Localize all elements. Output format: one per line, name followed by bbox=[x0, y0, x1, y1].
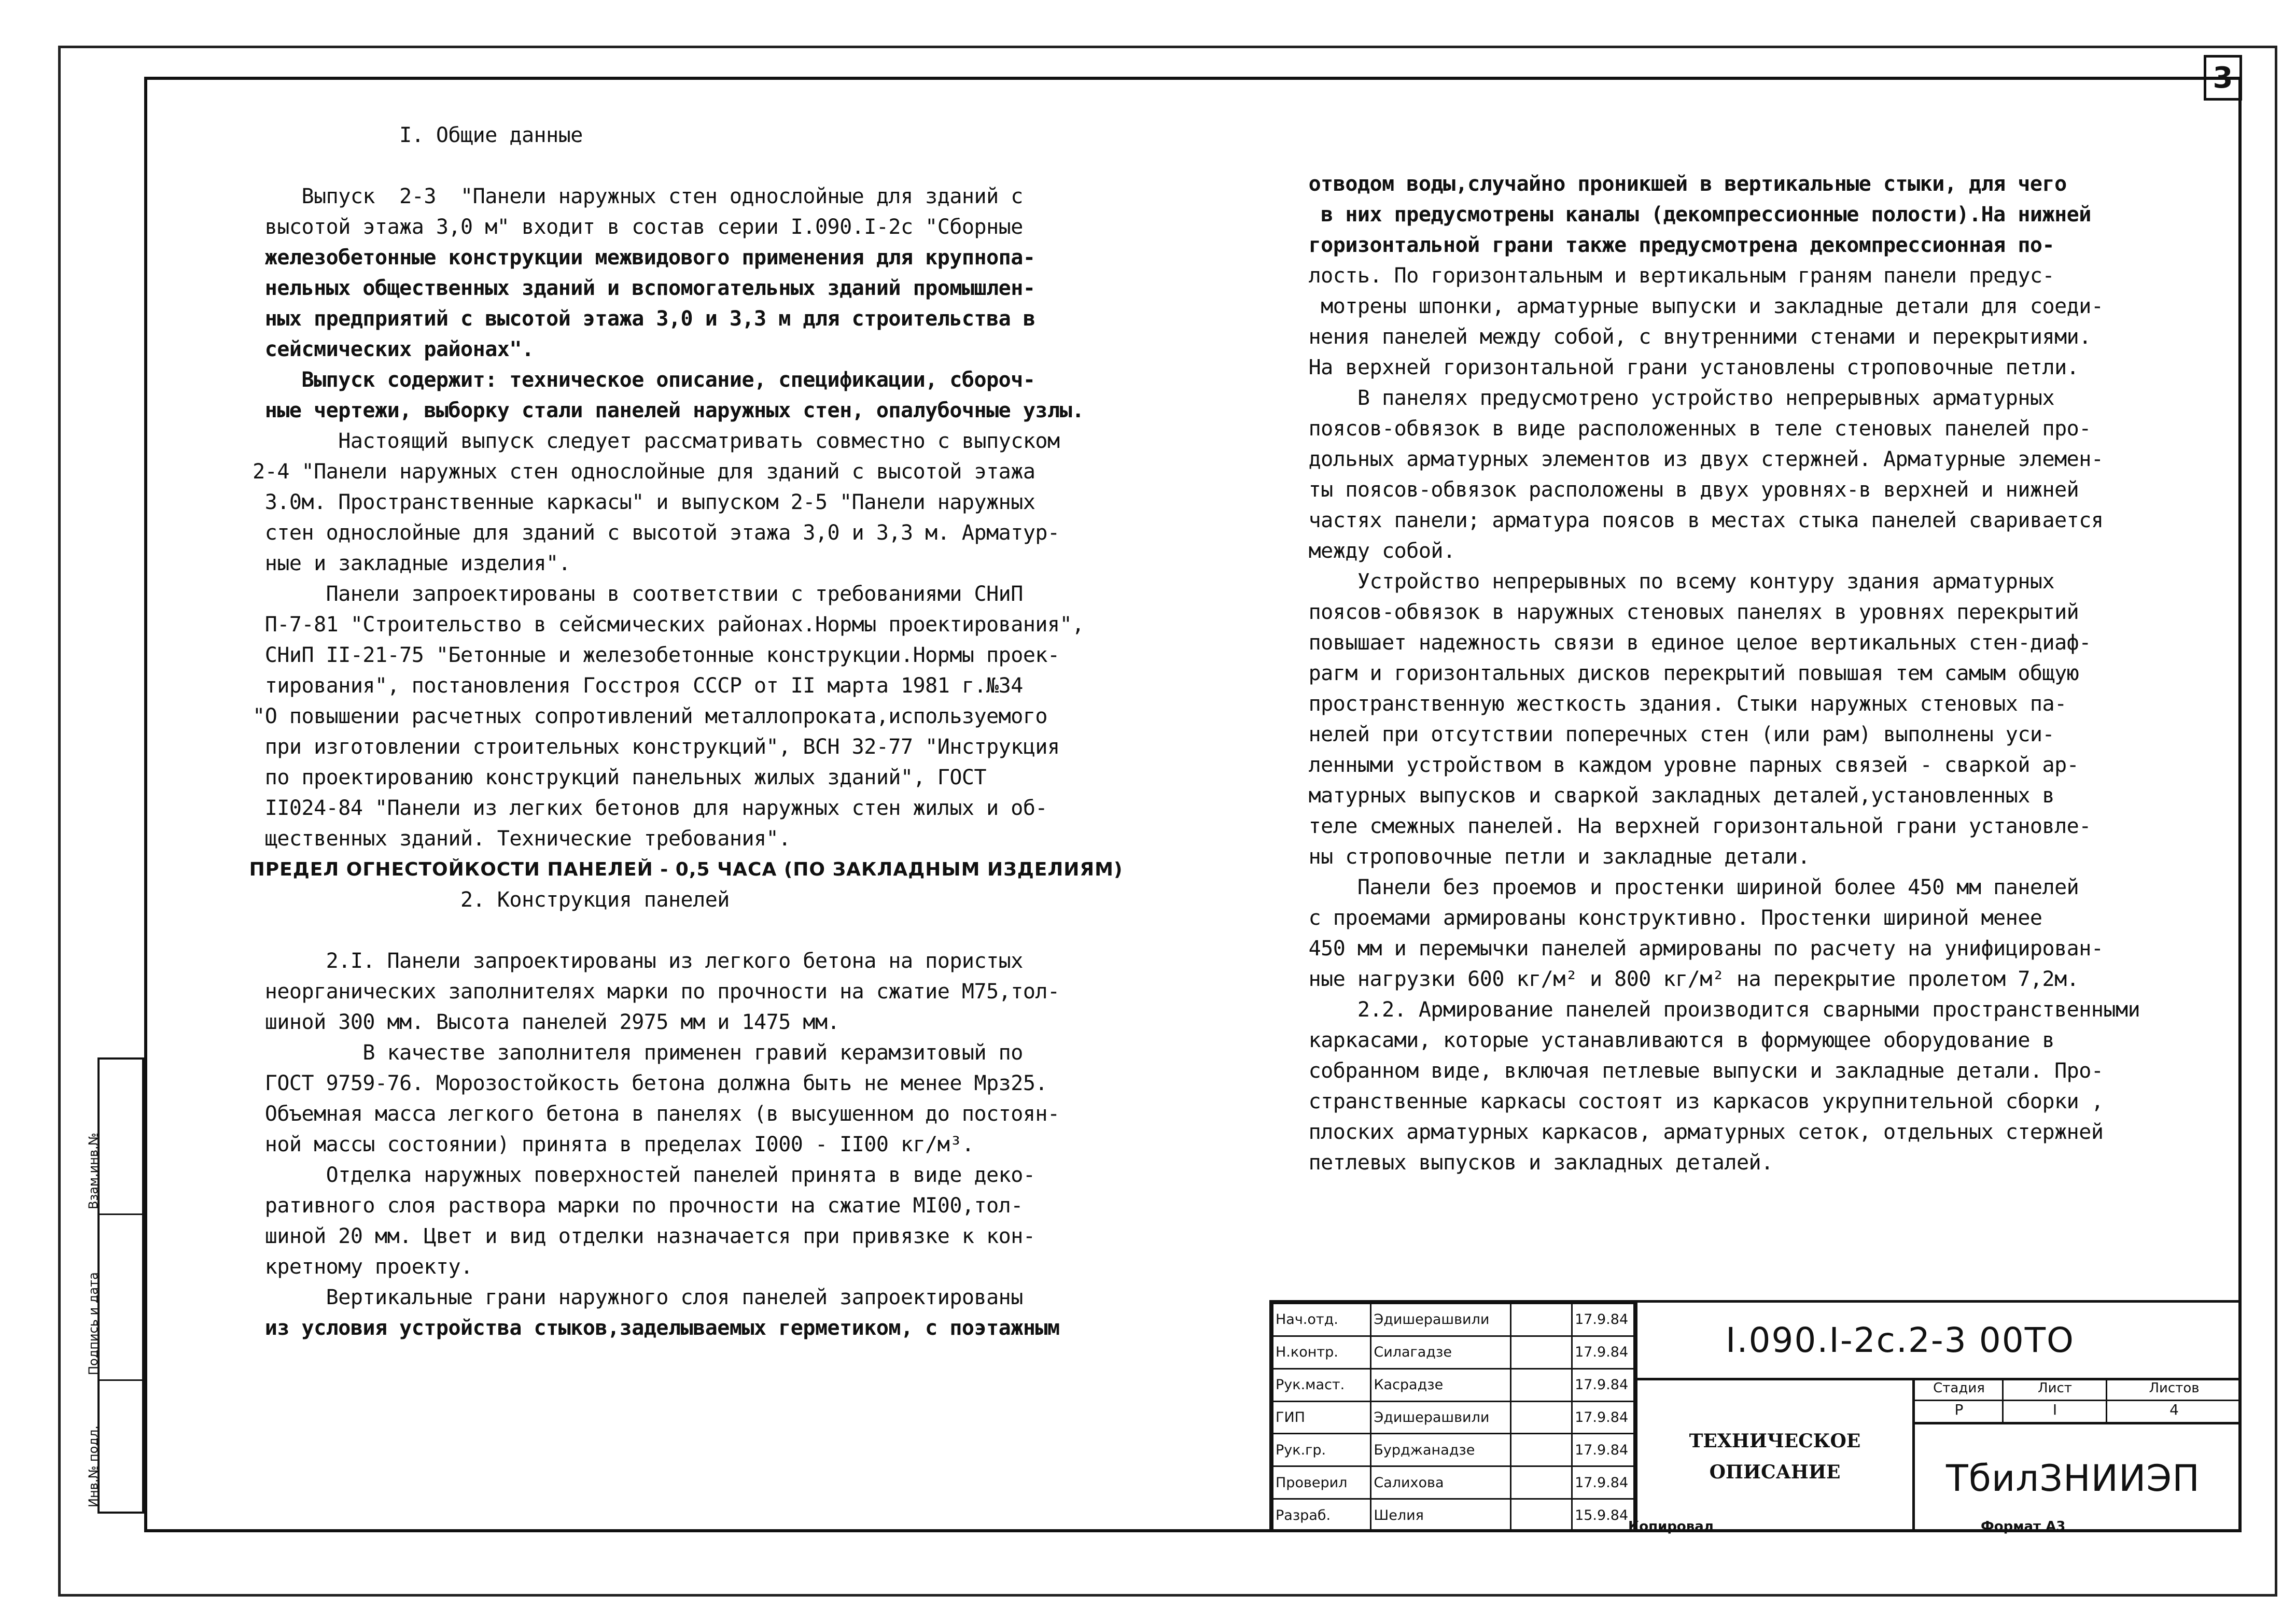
text-line: 2.2. Армирование панелей производится сварными пространственными bbox=[1296, 998, 2140, 1022]
text-line: железобетонные конструкции межвидового применения для крупнопа- bbox=[228, 246, 1035, 270]
text-line: теле смежных панелей. На верхней горизонтальной грани установле- bbox=[1296, 814, 2091, 838]
text-line: ПРЕДЕЛ ОГНЕСТОЙКОСТИ ПАНЕЛЕЙ - 0,5 ЧАСА (ПО ЗАКЛАДНЫМ ИЗДЕЛИЯМ) bbox=[228, 859, 1123, 880]
text-line: Панели запроектированы в соответствии с требованиями СНиП bbox=[228, 582, 1023, 606]
text-line: 450 мм и перемычки панелей армированы по расчету на унифицирован- bbox=[1296, 937, 2104, 961]
text-line: пространственную жесткость здания. Стыки наружных стеновых па- bbox=[1296, 692, 2067, 716]
text-line: Устройство непрерывных по всему контуру здания арматурных bbox=[1296, 570, 2055, 594]
sheet-label: Лист bbox=[2003, 1380, 2107, 1401]
signature-row bbox=[1273, 1368, 1634, 1401]
text-line: Выпуск содержит: техническое описание, спецификации, сбороч- bbox=[228, 368, 1035, 392]
text-line: тирования", постановления Госстроя СССР от II марта 1981 г.№34 bbox=[228, 674, 1023, 698]
side-stamp-strip bbox=[86, 1057, 144, 1514]
role-cell: Рук.маст. bbox=[1273, 1368, 1371, 1401]
text-line: СНиП II-21-75 "Бетонные и железобетонные конструкции.Нормы проек- bbox=[228, 643, 1060, 667]
title-line-1: ТЕХНИЧЕСКОЕ bbox=[1689, 1430, 1861, 1452]
text-line: щественных зданий. Технические требования". bbox=[228, 827, 791, 851]
role-cell: Нач.отд. bbox=[1273, 1304, 1371, 1336]
text-line: лость. По горизонтальным и вертикальным граням панели предус- bbox=[1296, 264, 2055, 288]
text-line: В качестве заполнителя применен гравий керамзитовый по bbox=[228, 1041, 1023, 1065]
name-cell: Силагадзе bbox=[1371, 1336, 1510, 1368]
date-cell: 17.9.84 bbox=[1572, 1368, 1634, 1401]
sheets-label: Листов bbox=[2107, 1380, 2242, 1401]
text-line: нения панелей между собой, с внутренними стенами и перекрытиями. bbox=[1296, 325, 2091, 349]
text-line: В панелях предусмотрено устройство непрерывных арматурных bbox=[1296, 386, 2055, 410]
text-line: при изготовлении строительных конструкций", ВСН 32-77 "Инструкция bbox=[228, 735, 1060, 759]
text-line: между собой. bbox=[1296, 539, 1455, 563]
text-line: шиной 20 мм. Цвет и вид отделки назначается при привязке к кон- bbox=[228, 1224, 1035, 1248]
text-line: из условия устройства стыков,заделываемых герметиком, с поэтажным bbox=[228, 1316, 1060, 1340]
date-cell: 17.9.84 bbox=[1572, 1434, 1634, 1466]
signature-cell bbox=[1510, 1466, 1572, 1499]
text-line: ративного слоя раствора марки по прочности на сжатие МI00,тол- bbox=[228, 1194, 1023, 1218]
text-line: Отделка наружных поверхностей панелей принята в виде деко- bbox=[228, 1163, 1035, 1187]
date-cell: 17.9.84 bbox=[1572, 1304, 1634, 1336]
text-line: Выпуск 2-3 "Панели наружных стен однослойные для зданий с bbox=[228, 185, 1023, 208]
signature-row bbox=[1273, 1434, 1634, 1466]
signature-row bbox=[1273, 1499, 1634, 1532]
stage-sheet-box bbox=[1912, 1380, 2242, 1424]
format-label: Формат А3 bbox=[1981, 1519, 2066, 1534]
role-cell: Рук.гр. bbox=[1273, 1434, 1371, 1466]
copied-by-label: Копировал bbox=[1628, 1519, 1714, 1534]
side-cell-inventory bbox=[86, 1381, 142, 1512]
signature-row bbox=[1273, 1401, 1634, 1434]
text-line: ГОСТ 9759-76. Морозостойкость бетона должна быть не менее Мрз25. bbox=[228, 1071, 1047, 1095]
text-line: Настоящий выпуск следует рассматривать совместно с выпуском bbox=[228, 429, 1060, 453]
text-line: кретному проекту. bbox=[228, 1255, 473, 1279]
role-cell: Разраб. bbox=[1273, 1499, 1371, 1532]
text-line: неорганических заполнителях марки по прочности на сжатие М75,тол- bbox=[228, 980, 1060, 1004]
text-line: ные чертежи, выборку стали панелей наружных стен, опалубочные узлы. bbox=[228, 399, 1084, 422]
text-line bbox=[228, 151, 1161, 181]
text-line: странственные каркасы состоят из каркасов укрупнительной сборки , bbox=[1296, 1090, 2104, 1113]
text-line: П-7-81 "Строительство в сейсмических районах.Нормы проектирования", bbox=[228, 613, 1084, 637]
signature-cell bbox=[1510, 1304, 1572, 1336]
signatures-table bbox=[1272, 1303, 1635, 1532]
signature-cell bbox=[1510, 1368, 1572, 1401]
signature-row bbox=[1273, 1466, 1634, 1499]
text-line: шиной 300 мм. Высота панелей 2975 мм и 1475 мм. bbox=[228, 1010, 840, 1034]
text-line: сейсмических районах". bbox=[228, 337, 534, 361]
right-text-column bbox=[1296, 169, 2224, 1178]
text-line: ной массы состоянии) принята в пределах I000 - II00 кг/м³. bbox=[228, 1133, 974, 1156]
text-line: собранном виде, включая петлевые выпуски и закладные детали. Про- bbox=[1296, 1059, 2104, 1083]
text-line: 3.0м. Пространственные каркасы" и выпуском 2-5 "Панели наружных bbox=[228, 490, 1035, 514]
text-line: с проемами армированы конструктивно. Простенки шириной менее bbox=[1296, 906, 2042, 930]
role-cell: Проверил bbox=[1273, 1466, 1371, 1499]
sheets-value: 4 bbox=[2169, 1401, 2179, 1418]
date-cell: 17.9.84 bbox=[1572, 1401, 1634, 1434]
text-line: повышает надежность связи в единое целое вертикальных стен-диаф- bbox=[1296, 631, 2091, 655]
sheet-value: I bbox=[2052, 1401, 2057, 1418]
signature-cell bbox=[1510, 1499, 1572, 1532]
text-line: поясов-обвязок в виде расположенных в теле стеновых панелей про- bbox=[1296, 417, 2091, 441]
text-line: I. Общие данные bbox=[228, 123, 583, 147]
side-label-signature: Подпись и дата bbox=[86, 1272, 101, 1375]
date-cell: 15.9.84 bbox=[1572, 1499, 1634, 1532]
text-line: мотрены шпонки, арматурные выпуски и закладные детали для соеди- bbox=[1296, 294, 2104, 318]
stage-divider bbox=[2002, 1380, 2004, 1422]
signature-cell bbox=[1510, 1434, 1572, 1466]
date-cell: 17.9.84 bbox=[1572, 1336, 1634, 1368]
role-cell: Н.контр. bbox=[1273, 1336, 1371, 1368]
text-line: Вертикальные грани наружного слоя панелей запроектированы bbox=[228, 1286, 1023, 1309]
document-code: I.090.I-2с.2-3 00ТО bbox=[1635, 1303, 2242, 1380]
sheet-number: 3 bbox=[2204, 55, 2242, 101]
text-line: дольных арматурных элементов из двух стержней. Арматурные элемен- bbox=[1296, 447, 2104, 471]
name-cell: Эдишерашвили bbox=[1371, 1304, 1510, 1336]
text-line: петлевых выпусков и закладных деталей. bbox=[1296, 1151, 1773, 1175]
text-line: На верхней горизонтальной грани установлены строповочные петли. bbox=[1296, 356, 2079, 379]
role-cell: ГИП bbox=[1273, 1401, 1371, 1434]
text-line: поясов-обвязок в наружных стеновых панелях в уровнях перекрытий bbox=[1296, 600, 2079, 624]
text-line: стен однослойные для зданий с высотой этажа 3,0 и 3,3 м. Арматур- bbox=[228, 521, 1060, 545]
text-line: плоских арматурных каркасов, арматурных сеток, отдельных стержней bbox=[1296, 1120, 2104, 1144]
text-line: частях панели; арматура поясов в местах стыка панелей сваривается bbox=[1296, 509, 2104, 532]
text-line: Объемная масса легкого бетона в панелях (в высушенном до постоян- bbox=[228, 1102, 1060, 1126]
stage-value: Р bbox=[1954, 1401, 1964, 1418]
text-line: отводом воды,случайно проникшей в вертикальные стыки, для чего bbox=[1296, 172, 2067, 196]
text-line: II024-84 "Панели из легких бетонов для наружных стен жилых и об- bbox=[228, 796, 1047, 820]
text-line: горизонтальной грани также предусмотрена декомпрессионная по- bbox=[1296, 233, 2055, 257]
name-cell: Шелия bbox=[1371, 1499, 1510, 1532]
side-cell-signature bbox=[86, 1215, 142, 1381]
text-line: рагм и горизонтальных дисков перекрытий повышая тем самым общую bbox=[1296, 661, 2079, 685]
text-line: высотой этажа 3,0 м" входит в состав серии I.090.I-2с "Сборные bbox=[228, 215, 1023, 239]
title-line-2: ОПИСАНИЕ bbox=[1709, 1461, 1841, 1483]
name-cell: Бурджанадзе bbox=[1371, 1434, 1510, 1466]
side-label-inventory: Инв.№ подл. bbox=[86, 1426, 101, 1507]
text-line bbox=[228, 915, 1161, 946]
text-line: ленными устройством в каждом уровне парных связей - сваркой ар- bbox=[1296, 753, 2079, 777]
signature-row bbox=[1273, 1336, 1634, 1368]
text-line: каркасами, которые устанавливаются в формующее оборудование в bbox=[1296, 1028, 2055, 1052]
name-cell: Эдишерашвили bbox=[1371, 1401, 1510, 1434]
text-line: матурных выпусков и сваркой закладных деталей,установленных в bbox=[1296, 784, 2055, 808]
left-text-column bbox=[228, 120, 1161, 1344]
signature-cell bbox=[1510, 1336, 1572, 1368]
text-line: "О повышении расчетных сопротивлений металлопроката,используемого bbox=[228, 704, 1047, 728]
text-line: ные нагрузки 600 кг/м² и 800 кг/м² на перекрытие пролетом 7,2м. bbox=[1296, 967, 2079, 991]
text-line: ные и закладные изделия". bbox=[228, 552, 571, 575]
title-block bbox=[1269, 1300, 2242, 1532]
name-cell: Касрадзе bbox=[1371, 1368, 1510, 1401]
text-line: 2.I. Панели запроектированы из легкого бетона на пористых bbox=[228, 949, 1023, 973]
signature-row bbox=[1273, 1304, 1634, 1336]
signature-cell bbox=[1510, 1401, 1572, 1434]
stage-label: Стадия bbox=[1915, 1380, 2003, 1401]
text-line: в них предусмотрены каналы (декомпрессионные полости).На нижней bbox=[1296, 203, 2091, 227]
text-line: ны строповочные петли и закладные детали. bbox=[1296, 845, 1810, 869]
text-line: 2-4 "Панели наружных стен однослойные для зданий с высотой этажа bbox=[228, 460, 1035, 484]
text-line: по проектированию конструкций панельных жилых зданий", ГОСТ bbox=[228, 766, 987, 789]
date-cell: 17.9.84 bbox=[1572, 1466, 1634, 1499]
organization-name: ТбилЗНИИЭП bbox=[1912, 1424, 2242, 1532]
text-line: 2. Конструкция панелей bbox=[228, 888, 730, 912]
text-line: ных предприятий с высотой этажа 3,0 и 3,3 м для строительства в bbox=[228, 307, 1035, 331]
text-line: нелей при отсутствии поперечных стен (или рам) выполнены уси- bbox=[1296, 723, 2055, 746]
text-line: ты поясов-обвязок расположены в двух уровнях-в верхней и нижней bbox=[1296, 478, 2079, 502]
text-line: Панели без проемов и простенки шириной более 450 мм панелей bbox=[1296, 876, 2079, 899]
name-cell: Салихова bbox=[1371, 1466, 1510, 1499]
text-line: нельных общественных зданий и вспомогательных зданий промышлен- bbox=[228, 276, 1035, 300]
sheet-divider bbox=[2106, 1380, 2107, 1422]
side-cell-replace bbox=[86, 1060, 142, 1215]
document-title bbox=[1635, 1380, 1912, 1532]
side-label-replace: Взам.инв.№ bbox=[86, 1133, 101, 1209]
